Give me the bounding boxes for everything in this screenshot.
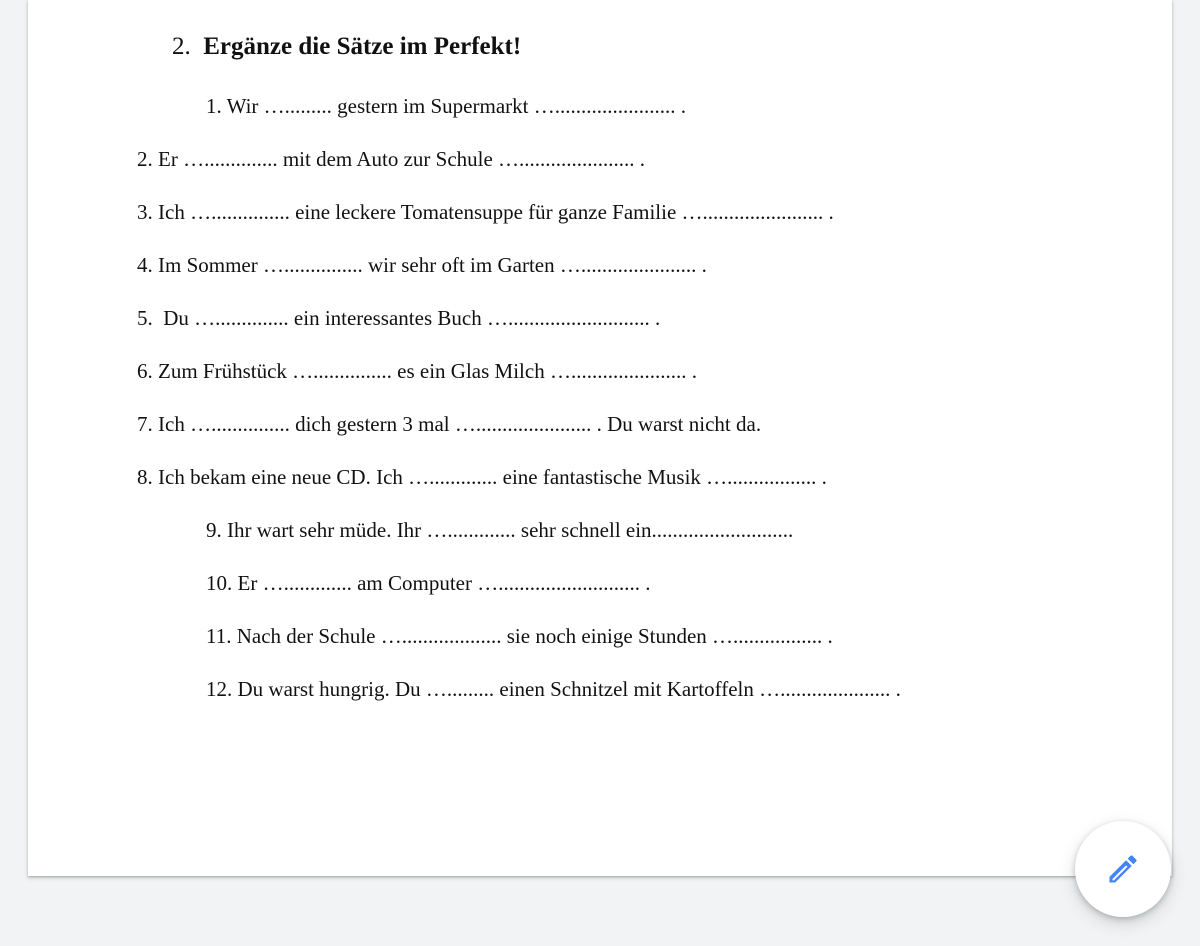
sentence-5: 5. Du ….............. ein interessantes Buch …........................... . (137, 306, 661, 330)
sentence-11: 11. Nach der Schule …................... sie noch einige Stunden …................. . (206, 624, 833, 648)
document-page (28, 0, 1172, 876)
sentence-3: 3. Ich …............... eine leckere Tomatensuppe für ganze Familie …....................... . (137, 200, 834, 224)
pencil-icon (1105, 851, 1141, 887)
sentence-6: 6. Zum Frühstück …............... es ein Glas Milch …...................... . (137, 359, 697, 383)
sentence-1: 1. Wir …......... gestern im Supermarkt …....................... . (206, 94, 686, 118)
sentence-9: 9. Ihr wart sehr müde. Ihr …............. sehr schnell ein........................... (206, 518, 794, 542)
sentence-8: 8. Ich bekam eine neue CD. Ich …............. eine fantastische Musik …................. . (137, 465, 827, 489)
exercise-title: Ergänze die Sätze im Perfekt! (203, 33, 522, 60)
sentence-10: 10. Er …............. am Computer …........................... . (206, 571, 651, 595)
sentence-2: 2. Er ….............. mit dem Auto zur Schule …...................... . (137, 147, 646, 171)
sentence-7: 7. Ich …............... dich gestern 3 mal …...................... . Du warst nicht da. (137, 412, 762, 436)
sentence-4: 4. Im Sommer …............... wir sehr oft im Garten …...................... . (137, 253, 707, 277)
exercise-heading (172, 34, 521, 59)
edit-button[interactable] (1075, 821, 1171, 917)
sentence-12: 12. Du warst hungrig. Du …......... einen Schnitzel mit Kartoffeln …..................... . (206, 677, 901, 701)
exercise-number: 2. (172, 33, 191, 60)
